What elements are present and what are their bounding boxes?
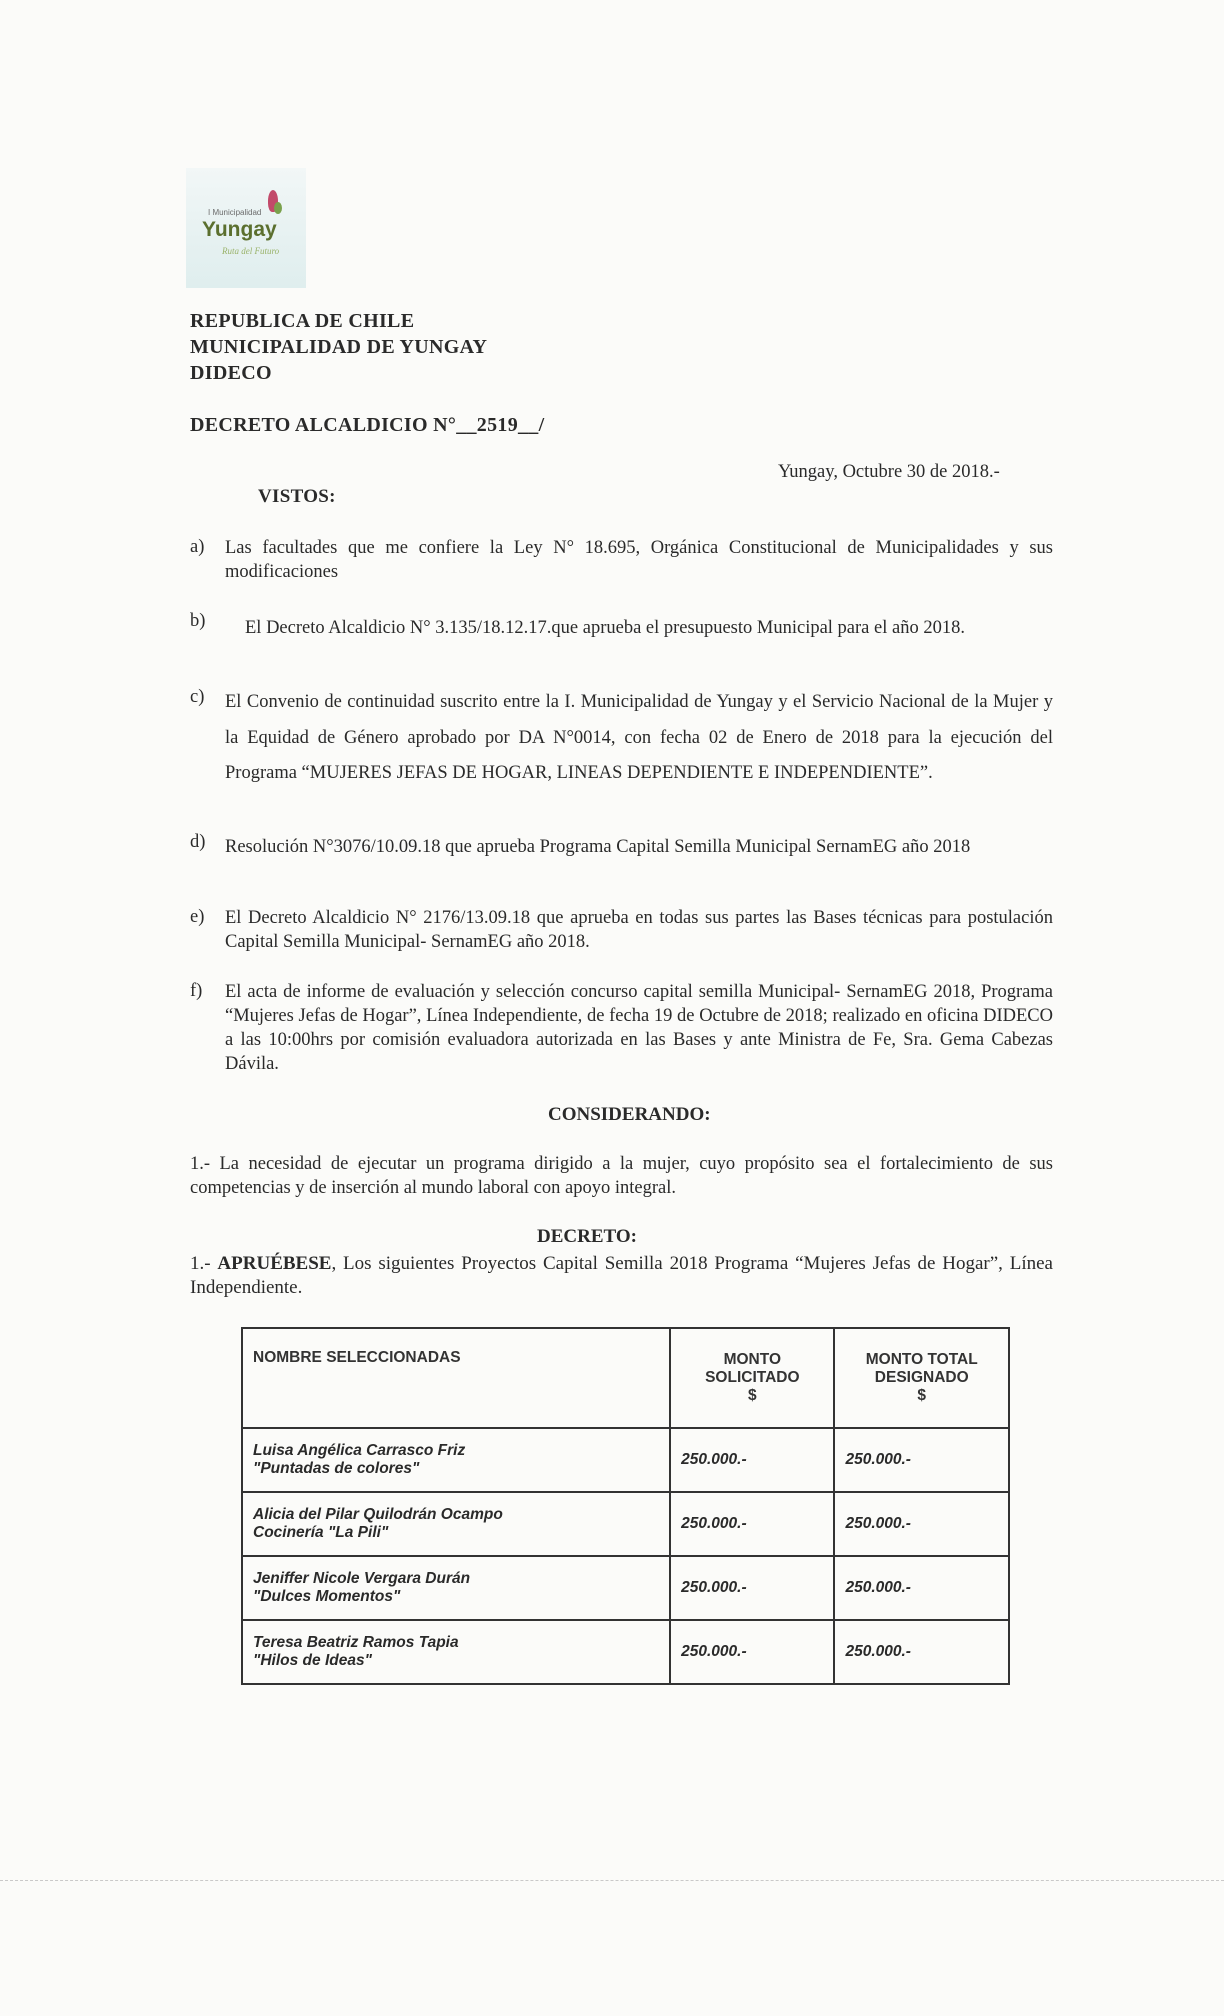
cell-requested: 250.000.- xyxy=(670,1556,834,1620)
selection-table xyxy=(241,1327,1010,1685)
logo-leaf-icon xyxy=(274,202,282,214)
vistos-title: VISTOS: xyxy=(258,486,336,507)
table-row xyxy=(242,1492,1009,1556)
decreto-text xyxy=(190,1252,1053,1300)
logo-top-text: I Municipalidad xyxy=(208,208,262,217)
cell-name: Jeniffer Nicole Vergara Durán "Dulces Momentos" xyxy=(242,1556,670,1620)
logo-name: Yungay xyxy=(202,218,277,241)
header-assigned: MONTO TOTAL DESIGNADO $ xyxy=(834,1328,1009,1428)
header-requested: MONTO SOLICITADO $ xyxy=(670,1328,834,1428)
vistos-letter-f: f) xyxy=(190,981,203,1001)
vistos-letter-c: c) xyxy=(190,687,205,707)
vistos-letter-d: d) xyxy=(190,832,206,852)
table-row xyxy=(242,1428,1009,1492)
vistos-text-e: El Decreto Alcaldicio N° 2176/13.09.18 que aprueba en todas sus partes las Bases técnicas para postulación Capital Semilla Municipal- SernamEG año 2018. xyxy=(225,908,1053,952)
considerando-text: 1.- La necesidad de ejecutar un programa dirigido a la mujer, cuyo propósito sea el fortalecimiento de sus competencias y de inserción al mundo laboral con apoyo integral. xyxy=(190,1154,1053,1198)
cell-assigned: 250.000.- xyxy=(834,1620,1009,1684)
scan-fold-line xyxy=(0,1880,1224,1881)
decreto-bold: APRUÉBESE xyxy=(217,1253,332,1274)
table-header-row xyxy=(242,1328,1009,1428)
decree-number: DECRETO ALCALDICIO N°__2519__/ xyxy=(190,414,545,436)
header-name: NOMBRE SELECCIONADAS xyxy=(242,1328,670,1428)
decreto-body: , Los siguientes Proyectos Capital Semilla 2018 Programa “Mujeres Jefas de Hogar”, Línea Independiente. xyxy=(190,1253,1053,1298)
vistos-letter-e: e) xyxy=(190,907,205,927)
table-row xyxy=(242,1556,1009,1620)
vistos-letter-a: a) xyxy=(190,537,205,557)
header-municipalidad: MUNICIPALIDAD DE YUNGAY xyxy=(190,336,488,358)
header-dideco: DIDECO xyxy=(190,362,272,384)
decreto-title: DECRETO: xyxy=(537,1226,637,1247)
logo-tagline: Ruta del Futuro xyxy=(222,246,280,256)
vistos-text-a: Las facultades que me confiere la Ley N° 18.695, Orgánica Constitucional de Municipalidades y sus modificaciones xyxy=(225,538,1053,582)
cell-name: Alicia del Pilar Quilodrán Ocampo Cocinería "La Pili" xyxy=(242,1492,670,1556)
cell-assigned: 250.000.- xyxy=(834,1492,1009,1556)
cell-assigned: 250.000.- xyxy=(834,1428,1009,1492)
cell-requested: 250.000.- xyxy=(670,1620,834,1684)
cell-requested: 250.000.- xyxy=(670,1492,834,1556)
header-republica: REPUBLICA DE CHILE xyxy=(190,310,415,332)
vistos-letter-b: b) xyxy=(190,611,206,631)
cell-requested: 250.000.- xyxy=(670,1428,834,1492)
considerando-title: CONSIDERANDO: xyxy=(548,1104,711,1125)
place-date: Yungay, Octubre 30 de 2018.- xyxy=(778,462,1000,482)
table-row xyxy=(242,1620,1009,1684)
cell-name: Luisa Angélica Carrasco Friz "Puntadas de colores" xyxy=(242,1428,670,1492)
cell-name: Teresa Beatriz Ramos Tapia "Hilos de Ideas" xyxy=(242,1620,670,1684)
cell-assigned: 250.000.- xyxy=(834,1556,1009,1620)
decreto-prefix: 1.- xyxy=(190,1253,218,1274)
vistos-text-f: El acta de informe de evaluación y selección concurso capital semilla Municipal- SernamEG 2018, Programa “Mujeres Jefas de Hogar”, Línea Independiente, de fecha 19 de Octubre de 2018; realizado en oficina DIDECO a las 10:00hrs por comisión evaluadora autorizada en las Bases y ante Ministra de Fe, Sra. Gema Cabezas Dávila. xyxy=(225,982,1053,1074)
vistos-text-d: Resolución N°3076/10.09.18 que aprueba Programa Capital Semilla Municipal SernamEG año 2018 xyxy=(225,837,971,857)
vistos-text-b: El Decreto Alcaldicio N° 3.135/18.12.17.que aprueba el presupuesto Municipal para el año 2018. xyxy=(245,618,965,638)
vistos-text-c: El Convenio de continuidad suscrito entre la I. Municipalidad de Yungay y el Servicio Nacional de la Mujer y la Equidad de Género aprobado por DA N°0014, con fecha 02 de Enero de 2018 para la ejecución del Programa “MUJERES JEFAS DE HOGAR, LINEAS DEPENDIENTE E INDEPENDIENTE”. xyxy=(225,692,1053,783)
municipality-logo xyxy=(186,168,306,288)
